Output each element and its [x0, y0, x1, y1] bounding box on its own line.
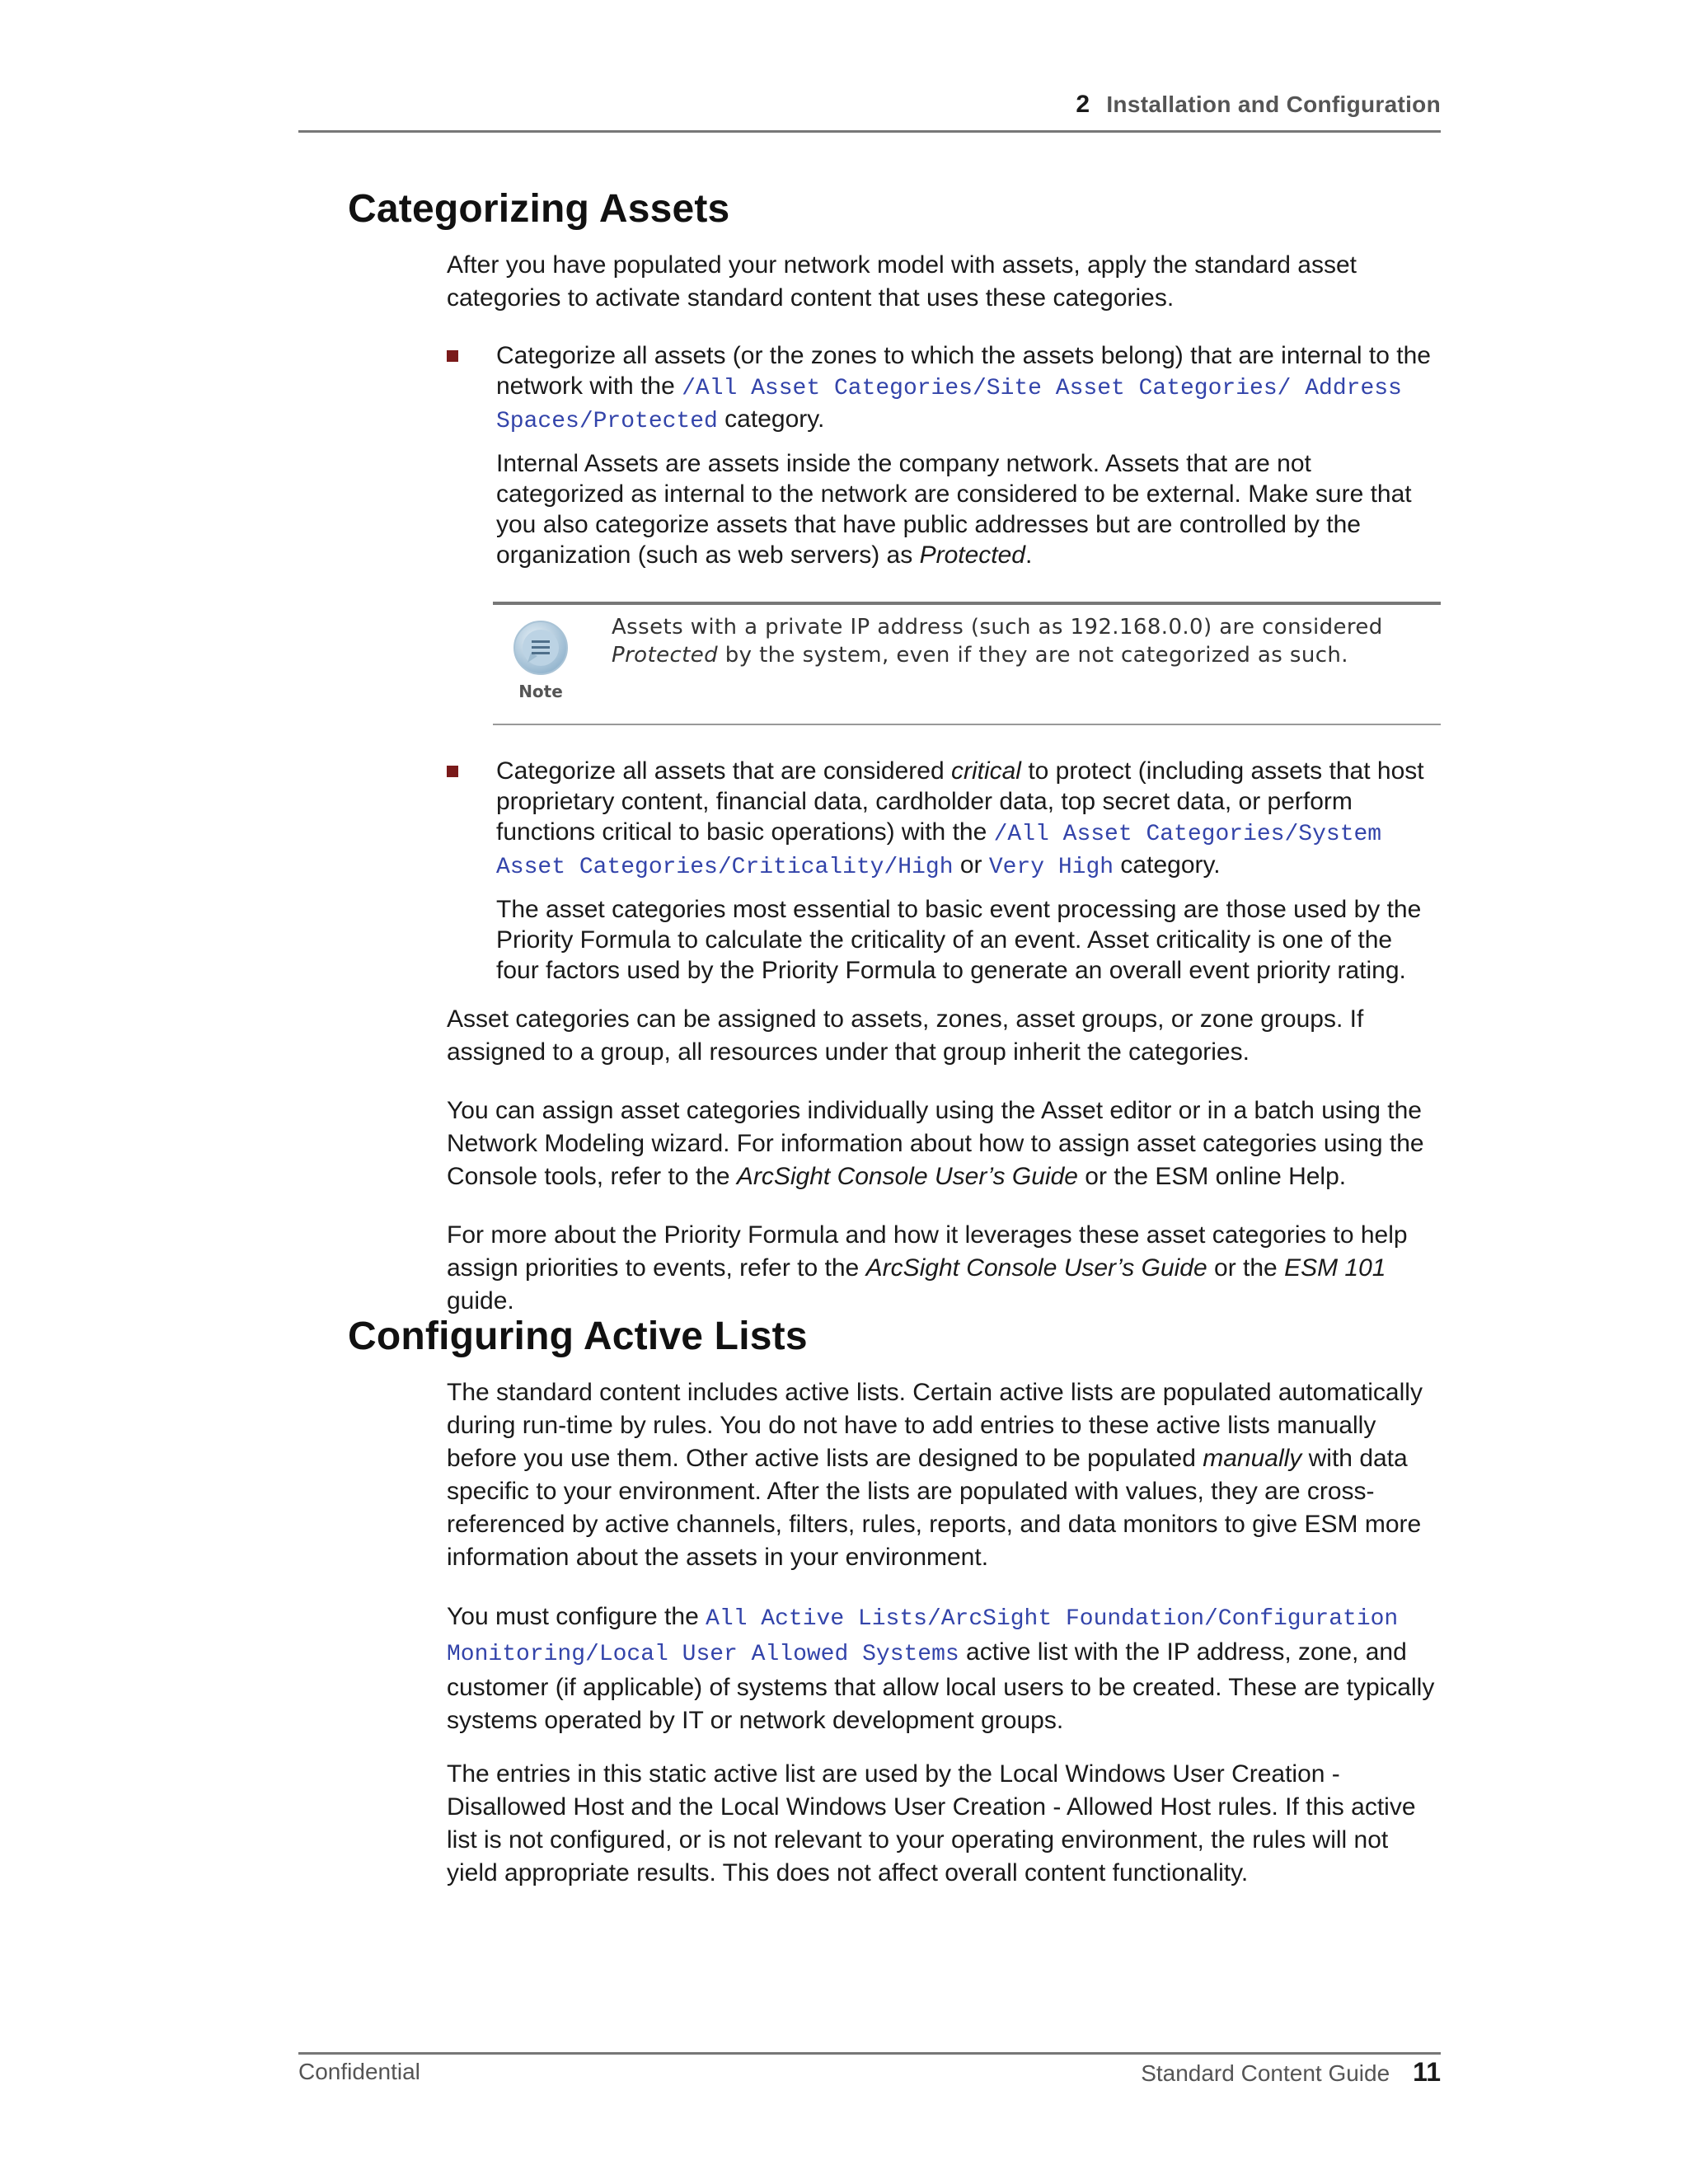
bullet-text-or: or [953, 851, 989, 879]
s2p2-text-a: You must configure the [447, 1603, 706, 1630]
paragraph-priority-formula [447, 1219, 1441, 1318]
bullet-item-protected [447, 340, 1441, 570]
paragraph-active-lists-intro [447, 1376, 1441, 1574]
running-header [298, 91, 1441, 132]
note-icon-label: Note [518, 682, 563, 701]
paragraph-assign-categories [447, 1094, 1441, 1193]
sub-text-a: Internal Assets are assets inside the company network. Assets that are not categorized as internal to the network are considered to be external. Make sure that you also categorize assets that have public addresses but are controlled by the organization (such as web servers) as [496, 450, 1412, 569]
note-text [612, 613, 1436, 669]
section-title-configuring-active-lists: Configuring Active Lists [348, 1315, 808, 1358]
bullet-text-c: category. [1114, 851, 1221, 879]
para4-guide-title: ArcSight Console User’s Guide [865, 1254, 1207, 1282]
bullet-text-em: critical [950, 757, 1021, 785]
page-number: 11 [1413, 2057, 1441, 2087]
intro-paragraph [447, 249, 1441, 315]
category-very-high: Very High [988, 855, 1114, 880]
chapter-title: Installation and Configuration [1106, 91, 1441, 117]
footer-right [1141, 2057, 1441, 2088]
note-text-a: Assets with a private IP address (such as 192.168.0.0) are considered [612, 615, 1383, 640]
bullet-item-critical [447, 756, 1441, 986]
bullet-body [496, 756, 1441, 986]
paragraph-text: Asset categories can be assigned to assets, zones, asset groups, or zone groups. If assigned to a group, all resources under that group inherit the categories. [447, 1005, 1364, 1066]
header-text [1076, 91, 1441, 119]
para4-text-b: guide. [447, 1287, 514, 1315]
paragraph-configure-list [447, 1601, 1441, 1737]
para3-guide-title: ArcSight Console User’s Guide [736, 1163, 1078, 1190]
chapter-number: 2 [1076, 91, 1090, 118]
footer-confidential: Confidential [298, 2059, 420, 2084]
bullet-subparagraph: The asset categories most essential to basic event processing are those used by the Priority Formula to calculate the criticality of an event. Asset criticality is one of the four factors used by the Priority Formula to generate an overall event priority rating. [496, 896, 1422, 984]
section-title-categorizing-assets: Categorizing Assets [348, 187, 730, 231]
para4-text-mid: or the [1207, 1254, 1285, 1282]
paragraph-asset-groups [447, 1003, 1441, 1069]
category-path-protected: /All Asset Categories/Site Asset Categories/ Address Spaces/Protected [496, 376, 1402, 434]
bullet-text-b: to protect (including assets that host proprietary content, financial data, cardholder data, top secret data, or perform functions critical to basic operations) with the [496, 757, 1424, 846]
bullet-text-a: Categorize all assets that are considered [496, 757, 951, 785]
note-box [493, 602, 1441, 725]
footer-rule [298, 2052, 1441, 2055]
para3-text-a: You can assign asset categories individually using the Asset editor or in a batch using the Network Modeling wizard. For information about how to assign asset categories using the Console tools, refer to the [447, 1097, 1424, 1190]
header-rule [298, 130, 1441, 133]
note-text-em: Protected [612, 643, 719, 668]
active-list-path: All Active Lists/ArcSight Foundation/Configuration Monitoring/Local User Allowed Systems [447, 1606, 1399, 1667]
bullet-text-a: Categorize all assets (or the zones to which the assets belong) that are internal to the network with the [496, 342, 1431, 400]
bullet-text [496, 756, 1441, 883]
bullet-text-b: category. [717, 405, 825, 433]
s2p1-text-em: manually [1203, 1445, 1302, 1472]
note-top-rule [493, 602, 1441, 605]
bullet-square-icon [447, 350, 458, 362]
intro-text: After you have populated your network model with assets, apply the standard asset categories to activate standard content that uses these categories. [447, 251, 1357, 312]
bullet-text [496, 340, 1441, 437]
para3-text-b: or the ESM online Help. [1077, 1163, 1347, 1190]
footer-guide-title: Standard Content Guide [1141, 2060, 1390, 2086]
note-text-b: by the system, even if they are not categorized as such. [718, 643, 1348, 668]
paragraph-text [447, 1376, 1441, 1574]
s2p2-text-b: active list with the IP address, zone, and customer (if applicable) of systems that allow local users to be created. These are typically systems operated by IT or network development groups. [447, 1638, 1435, 1734]
sub-text-em: Protected [919, 541, 1025, 569]
paragraph-text [447, 1094, 1441, 1193]
paragraph-text: The entries in this static active list are used by the Local Windows User Creation - Disallowed Host and the Local Windows User Creation - Allowed Host rules. If this active list is not configured, or is not relevant to your operating environment, the rules will not yield appropriate results. This does not affect overall content functionality. [447, 1760, 1416, 1886]
bullet-body [496, 340, 1441, 570]
sub-text-b: . [1025, 541, 1033, 569]
note-icon [509, 620, 572, 702]
bullet-square-icon [447, 766, 458, 777]
paragraph-static-list [447, 1758, 1441, 1890]
s2p1-text-a: The standard content includes active lists. Certain active lists are populated automatically during run-time by rules. You do not have to add entries to these active lists manually before you use them. Other active lists are designed to be populated [447, 1379, 1423, 1472]
para4-text-a: For more about the Priority Formula and how it leverages these asset categories to help assign priorities to events, refer to the [447, 1221, 1408, 1282]
category-path-high: /All Asset Categories/System Asset Categories/Criticality/High [496, 822, 1382, 880]
para4-esm101-title: ESM 101 [1284, 1254, 1386, 1282]
bullet-subparagraph [496, 448, 1441, 570]
note-bottom-rule [493, 724, 1441, 725]
paragraph-text [447, 1601, 1441, 1737]
paragraph-text [447, 1219, 1441, 1318]
s2p1-text-b: with data specific to your environment. After the lists are populated with values, they are cross-referenced by active channels, filters, rules, reports, and data monitors to give ESM more information about the assets in your environment. [447, 1445, 1422, 1571]
